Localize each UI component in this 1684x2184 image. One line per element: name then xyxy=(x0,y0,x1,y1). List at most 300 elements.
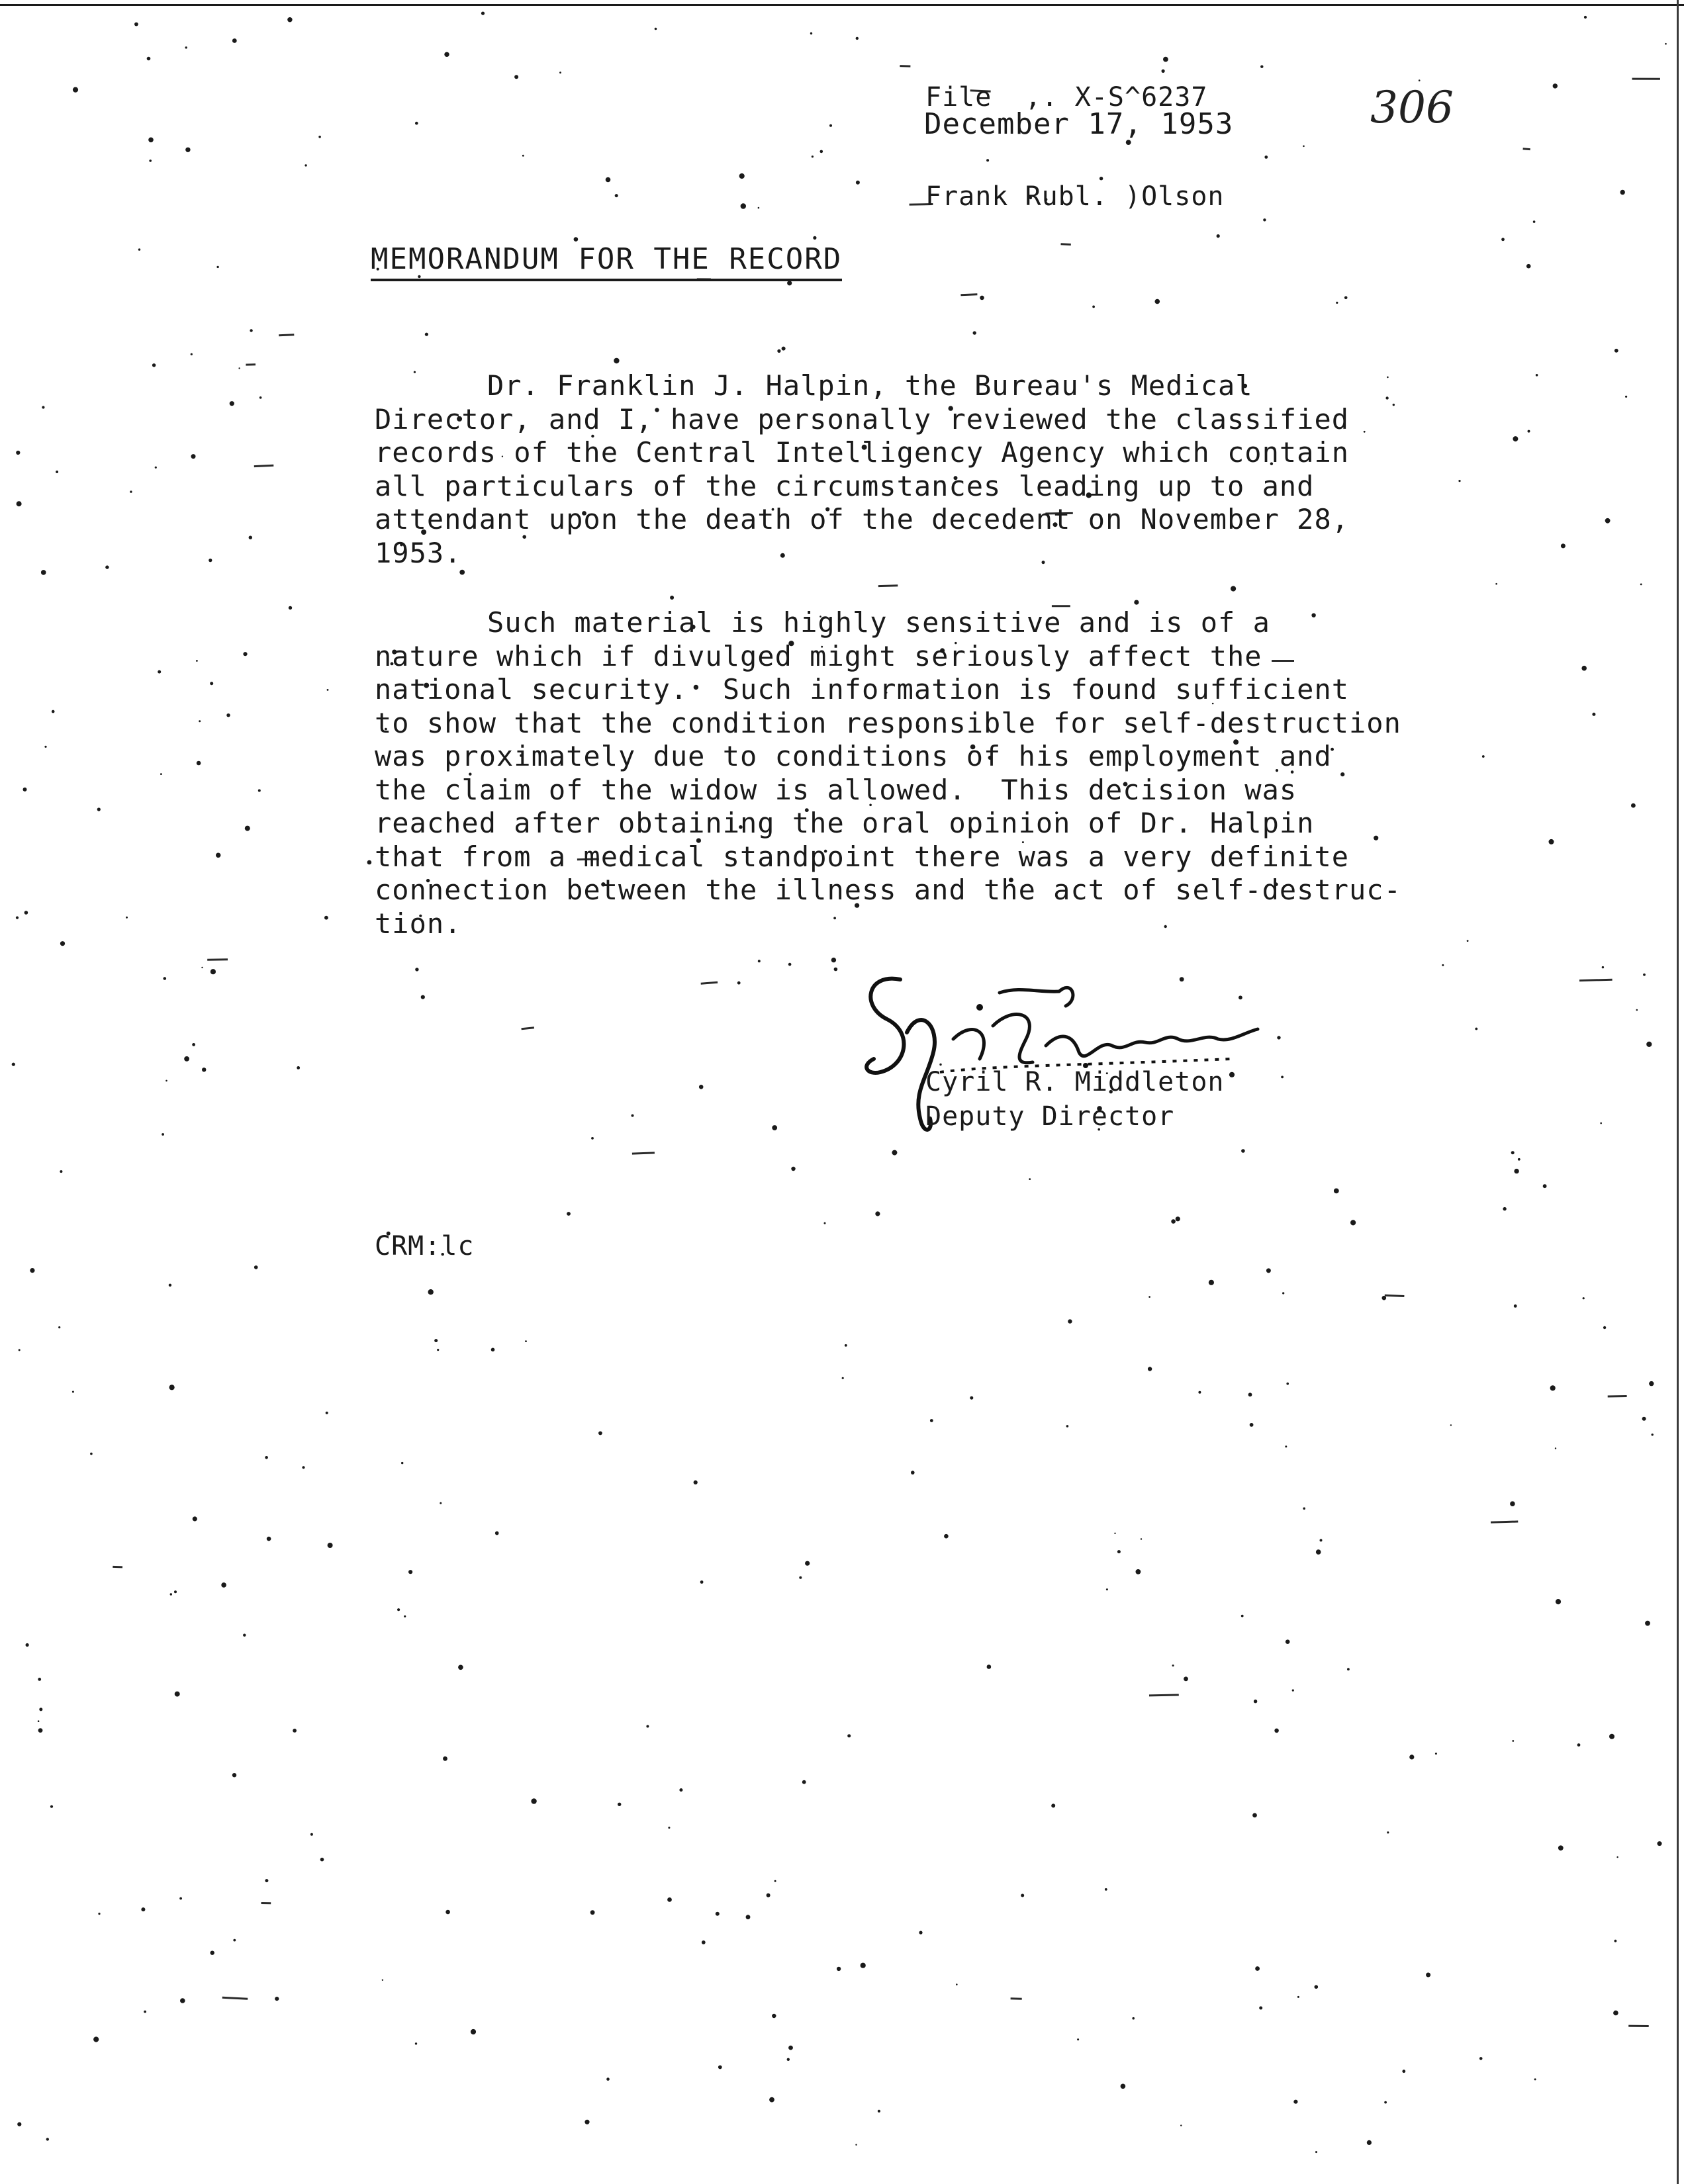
speck xyxy=(1665,43,1667,45)
speck xyxy=(328,1543,333,1548)
speck xyxy=(930,1419,933,1422)
speck xyxy=(310,1833,313,1836)
file-number: File ,. X-S^6237 xyxy=(925,82,1208,113)
speck xyxy=(702,1940,706,1944)
speck xyxy=(1051,1803,1055,1807)
speck xyxy=(522,155,524,157)
speck xyxy=(1231,586,1236,591)
speck xyxy=(1616,1856,1618,1858)
speck xyxy=(837,1967,841,1971)
speck xyxy=(98,1913,100,1915)
speck xyxy=(1344,296,1348,300)
speck xyxy=(327,689,329,691)
speck xyxy=(632,1115,634,1117)
speck xyxy=(791,1167,795,1171)
speck xyxy=(254,1265,258,1269)
speck xyxy=(1180,2124,1182,2126)
speck xyxy=(1184,1676,1188,1681)
speck xyxy=(590,1910,595,1915)
speck xyxy=(1282,1292,1284,1294)
speck xyxy=(93,2036,99,2042)
speck xyxy=(1528,430,1530,433)
speck xyxy=(1274,1729,1279,1733)
speck xyxy=(19,1349,21,1351)
speck xyxy=(875,1211,880,1216)
speck xyxy=(614,358,619,363)
speck xyxy=(1442,964,1444,966)
speck xyxy=(238,367,240,369)
speck xyxy=(767,1893,771,1897)
speck xyxy=(481,12,485,15)
speck xyxy=(209,559,212,562)
speck xyxy=(531,1798,536,1803)
speck xyxy=(425,333,428,336)
speck xyxy=(46,2138,49,2140)
speck xyxy=(514,75,518,79)
speck xyxy=(1600,1122,1602,1124)
speck xyxy=(1553,83,1558,88)
paragraph-line: Such material is highly sensitive and is of a xyxy=(487,606,1270,639)
speck xyxy=(1286,1639,1290,1644)
speck xyxy=(134,23,138,26)
speck xyxy=(1068,1319,1072,1323)
scan-dash xyxy=(1149,1695,1179,1696)
speck xyxy=(834,968,838,972)
speck xyxy=(1148,1296,1150,1298)
speck xyxy=(574,237,579,242)
speck xyxy=(1636,1009,1638,1011)
speck xyxy=(1155,299,1160,304)
speck xyxy=(1614,1940,1617,1942)
speck xyxy=(60,1170,62,1173)
speck xyxy=(716,1912,720,1916)
speck xyxy=(1642,1417,1646,1421)
speck xyxy=(1114,1533,1115,1534)
scan-dash xyxy=(222,1997,248,1999)
speck xyxy=(491,1348,495,1352)
speck xyxy=(367,860,372,865)
speck xyxy=(1625,396,1627,398)
speck xyxy=(60,941,65,946)
speck xyxy=(38,1678,41,1681)
speck xyxy=(1077,2038,1079,2040)
speck xyxy=(458,1665,463,1670)
speck xyxy=(233,1939,236,1942)
speck xyxy=(162,1133,164,1136)
speck xyxy=(718,2066,722,2070)
speck xyxy=(192,1043,195,1046)
speck xyxy=(216,853,220,858)
speck xyxy=(1367,2140,1372,2145)
speck xyxy=(679,1788,682,1792)
speck xyxy=(265,1456,268,1459)
speck xyxy=(1543,1184,1547,1188)
speck xyxy=(911,1471,915,1475)
speck xyxy=(1609,1734,1614,1739)
scan-dash xyxy=(1608,1396,1627,1397)
speck xyxy=(1614,349,1618,353)
speck xyxy=(1482,755,1485,758)
speck xyxy=(694,1480,698,1484)
paragraph-2 xyxy=(375,606,1401,940)
handwritten-signature xyxy=(861,966,1284,1165)
scan-dash xyxy=(1523,149,1530,150)
speck xyxy=(1134,600,1139,605)
speck xyxy=(1435,1752,1437,1754)
speck xyxy=(199,720,201,722)
scan-dash xyxy=(1385,1295,1405,1296)
speck xyxy=(320,1858,324,1862)
speck xyxy=(24,911,28,915)
speck xyxy=(169,1284,171,1287)
speck xyxy=(1533,220,1536,223)
speck xyxy=(265,1879,268,1882)
speck xyxy=(1511,1151,1515,1154)
speck xyxy=(421,995,425,999)
speck xyxy=(180,1998,185,2003)
speck xyxy=(1316,1549,1321,1555)
memo-title: MEMORANDUM FOR THE RECORD xyxy=(371,242,842,281)
speck xyxy=(1603,1326,1606,1329)
speck xyxy=(1549,839,1554,844)
speck xyxy=(152,363,156,367)
speck xyxy=(459,570,465,575)
speck xyxy=(1374,836,1378,841)
speck xyxy=(559,71,561,73)
speck xyxy=(847,1734,851,1737)
speck xyxy=(428,1289,434,1295)
speck xyxy=(1556,1599,1561,1604)
speck xyxy=(861,1963,866,1968)
speck xyxy=(1402,2070,1405,2073)
speck xyxy=(1558,1845,1564,1850)
speck xyxy=(1419,79,1421,81)
speck xyxy=(170,1593,172,1595)
speck xyxy=(293,1729,297,1733)
speck xyxy=(856,181,860,185)
speck xyxy=(646,1725,649,1728)
speck xyxy=(758,960,761,962)
speck xyxy=(1259,2007,1262,2010)
signer-name: Cyril R. Middleton xyxy=(925,1067,1225,1097)
speck xyxy=(1620,190,1625,195)
speck xyxy=(1550,1385,1556,1390)
scan-dash xyxy=(279,335,294,336)
scan-dash xyxy=(632,1153,655,1154)
speck xyxy=(138,248,140,250)
speck xyxy=(1646,1042,1652,1047)
speck xyxy=(243,1634,246,1637)
speck xyxy=(185,148,190,152)
speck xyxy=(739,173,745,179)
speck xyxy=(23,788,27,792)
speck xyxy=(169,1385,175,1390)
speck xyxy=(567,1212,571,1216)
speck xyxy=(829,124,832,127)
speck xyxy=(72,1391,74,1393)
speck xyxy=(1555,1447,1556,1449)
speck xyxy=(397,1608,400,1611)
speck xyxy=(799,1576,802,1579)
speck xyxy=(956,1983,958,1985)
scan-dash xyxy=(1579,979,1613,980)
speck xyxy=(90,1453,93,1455)
speck xyxy=(668,1827,670,1829)
speck xyxy=(302,1466,304,1469)
speck xyxy=(210,682,213,685)
speck xyxy=(856,37,859,40)
speck xyxy=(130,490,132,492)
speck xyxy=(440,1502,442,1504)
speck xyxy=(1266,1268,1271,1273)
speck xyxy=(17,2122,21,2126)
speck xyxy=(810,32,812,34)
speck xyxy=(148,138,154,143)
speck xyxy=(1336,302,1338,304)
speck xyxy=(174,1590,177,1593)
speck xyxy=(824,1222,826,1224)
paragraph-line: the claim of the widow is allowed. This decision was xyxy=(375,773,1297,806)
speck xyxy=(1066,1425,1069,1428)
speck xyxy=(1387,377,1389,379)
speck xyxy=(1021,1894,1024,1897)
speck xyxy=(445,1910,450,1915)
paragraph-line: that from a medical standpoint there was a very definite xyxy=(375,840,1350,873)
speck xyxy=(1347,1668,1350,1670)
speck xyxy=(1536,374,1538,377)
speck xyxy=(1475,1028,1477,1030)
speck xyxy=(1106,1588,1108,1590)
speck xyxy=(267,1537,271,1541)
speck xyxy=(737,981,741,985)
scan-dash xyxy=(701,982,718,983)
speck xyxy=(226,713,230,717)
speck xyxy=(17,501,22,506)
file-reference xyxy=(925,15,1224,279)
paragraph-line: 1953. xyxy=(375,536,462,569)
speck xyxy=(1643,974,1646,976)
paragraph-line: was proximately due to conditions of his employment and xyxy=(375,740,1332,772)
speck xyxy=(149,159,152,162)
speck xyxy=(845,1344,847,1347)
speck xyxy=(160,773,162,775)
speck xyxy=(1409,1754,1414,1759)
speck xyxy=(1652,1433,1654,1435)
speck xyxy=(258,790,261,792)
speck xyxy=(1584,16,1587,19)
speck xyxy=(38,1728,43,1733)
speck xyxy=(591,1137,594,1140)
speck xyxy=(230,401,234,406)
speck xyxy=(324,916,328,920)
speck xyxy=(772,2014,776,2018)
speck xyxy=(606,2077,610,2081)
speck xyxy=(326,1412,328,1414)
speck xyxy=(878,2110,880,2113)
speck xyxy=(1303,146,1305,148)
speck xyxy=(179,1897,182,1900)
signer-title: Deputy Director xyxy=(925,1101,1175,1132)
speck xyxy=(39,1707,42,1711)
speck xyxy=(437,1349,439,1351)
handwritten-page-number: 306 xyxy=(1370,82,1454,133)
speck xyxy=(944,1534,949,1539)
speck xyxy=(772,1125,777,1130)
paragraph-line: nature which if divulged might seriously affect the xyxy=(375,639,1262,672)
paragraph-line: tion. xyxy=(375,907,462,940)
speck xyxy=(788,963,792,966)
speck xyxy=(970,1396,973,1400)
speck xyxy=(1645,1621,1650,1626)
speck xyxy=(1602,966,1604,968)
speck xyxy=(16,917,19,919)
speck xyxy=(777,349,780,353)
speck xyxy=(802,1780,806,1784)
speck xyxy=(1029,1178,1031,1180)
paragraph-line: attendant upon the death of the decedent on November 28, xyxy=(375,503,1350,535)
speck xyxy=(741,203,746,208)
speck xyxy=(1198,1391,1201,1394)
speck xyxy=(670,596,674,600)
speck xyxy=(1285,1445,1287,1447)
speck xyxy=(97,807,101,811)
speck xyxy=(1479,2057,1483,2060)
speck xyxy=(42,406,44,408)
speck xyxy=(615,194,618,197)
speck xyxy=(1209,1280,1214,1285)
speck xyxy=(1512,1740,1514,1742)
speck xyxy=(287,17,292,22)
speck xyxy=(1514,1169,1519,1173)
speck xyxy=(232,38,237,43)
speck xyxy=(401,1462,403,1464)
speck xyxy=(26,1643,29,1647)
speck xyxy=(585,2120,589,2124)
speck xyxy=(769,2097,774,2103)
speck xyxy=(973,331,976,334)
speck xyxy=(495,1531,499,1535)
speck xyxy=(1172,1664,1174,1666)
speck xyxy=(1510,1501,1515,1506)
speck xyxy=(700,1580,704,1584)
speck xyxy=(746,1915,751,1919)
speck xyxy=(1260,66,1263,68)
speck xyxy=(408,1570,412,1574)
speck xyxy=(805,1561,810,1566)
speck xyxy=(221,1582,226,1588)
paragraph-line: records of the Central Intelligency Agency which contain xyxy=(375,436,1350,469)
speck xyxy=(415,122,418,125)
speck xyxy=(1263,218,1266,221)
speck xyxy=(1561,543,1566,548)
speck xyxy=(1334,1189,1339,1194)
speck xyxy=(1148,1367,1152,1371)
speck xyxy=(1241,1615,1244,1617)
speck xyxy=(1292,1690,1294,1692)
paragraph-line: all particulars of the circumstances leading up to and xyxy=(375,469,1315,502)
speck xyxy=(191,454,196,459)
speck xyxy=(1320,1539,1323,1541)
speck xyxy=(782,347,786,351)
speck xyxy=(249,536,252,539)
speck xyxy=(1534,2078,1536,2080)
speck xyxy=(1315,1985,1319,1989)
speck xyxy=(404,1615,406,1617)
speck xyxy=(185,46,187,48)
speck xyxy=(105,565,109,569)
speck xyxy=(1583,1297,1585,1299)
speck xyxy=(196,660,198,662)
speck xyxy=(434,1339,438,1342)
speck xyxy=(1467,940,1469,942)
speck xyxy=(1286,1383,1289,1385)
speck xyxy=(1255,1966,1260,1971)
paragraph-line: Dr. Franklin J. Halpin, the Bureau's Medical xyxy=(487,369,1253,402)
speck xyxy=(758,207,760,209)
speck xyxy=(1513,436,1518,441)
speck xyxy=(259,396,262,399)
speck xyxy=(1297,1996,1299,1998)
speck xyxy=(1132,2017,1135,2020)
speck xyxy=(58,1326,60,1328)
speck xyxy=(30,1268,34,1273)
speck xyxy=(606,177,611,183)
speck xyxy=(126,917,128,919)
speck xyxy=(1393,404,1395,406)
scan-dash xyxy=(522,1028,534,1029)
speck xyxy=(52,710,55,713)
typist-initials: CRM:lc xyxy=(375,1231,475,1261)
scan-dash xyxy=(900,66,910,67)
speck xyxy=(415,968,418,971)
speck xyxy=(1264,156,1268,159)
speck xyxy=(415,2042,417,2044)
file-names: Frank Rubl. )Olson xyxy=(925,181,1225,212)
speck xyxy=(1518,1158,1520,1161)
speck xyxy=(318,136,321,138)
speck xyxy=(1303,1508,1305,1510)
speck xyxy=(788,2046,793,2050)
paragraph-line: national security. Such information is found sufficient xyxy=(375,673,1350,705)
speck xyxy=(304,164,306,166)
speck xyxy=(201,967,203,968)
speck xyxy=(210,969,216,974)
speck xyxy=(1315,2151,1317,2153)
speck xyxy=(987,1664,992,1669)
speck xyxy=(820,150,823,154)
speck xyxy=(618,1803,621,1806)
paragraph-1 xyxy=(375,369,1374,570)
speck xyxy=(175,1692,180,1697)
speck xyxy=(1382,1296,1387,1300)
speck xyxy=(144,2011,146,2013)
speck xyxy=(210,1951,214,1955)
speck xyxy=(1171,1219,1176,1224)
speck xyxy=(525,1340,527,1342)
speck xyxy=(443,1756,447,1761)
speck xyxy=(197,761,201,766)
speck xyxy=(1387,1831,1389,1833)
speck xyxy=(50,1805,53,1808)
speck xyxy=(41,570,46,575)
speck xyxy=(1248,1392,1252,1396)
speck xyxy=(699,1085,704,1089)
speck xyxy=(275,1997,279,2001)
speck xyxy=(165,1080,167,1082)
speck xyxy=(1514,1304,1517,1308)
speck xyxy=(842,1377,844,1379)
speck xyxy=(1495,583,1497,585)
